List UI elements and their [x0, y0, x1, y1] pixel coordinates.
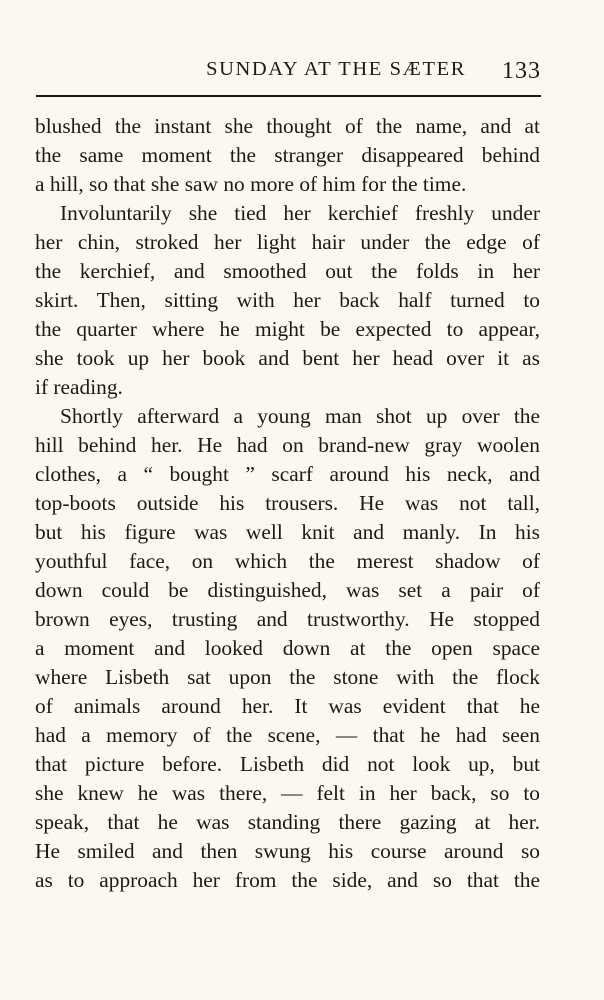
text-line: had a memory of the scene, — that he had seen [35, 723, 540, 747]
text-line: top-boots outside his trousers. He was not tall, [35, 491, 540, 515]
text-line: clothes, a “ bought ” scarf around his neck, and [35, 462, 540, 486]
text-line: the quarter where he might be expected to appear, [35, 317, 540, 341]
text-line: she knew he was there, — felt in her back, so to [35, 781, 540, 805]
text-line: that picture before. Lisbeth did not look up, but [35, 752, 540, 776]
text-line: hill behind her. He had on brand-new gray woolen [35, 433, 540, 457]
page-number: 133 [502, 58, 541, 84]
body-text [35, 112, 540, 895]
text-line: blushed the instant she thought of the name, and at [35, 114, 540, 138]
text-line: her chin, stroked her light hair under the edge of [35, 230, 540, 254]
text-line: a hill, so that she saw no more of him for the time. [35, 172, 467, 196]
text-line: if reading. [35, 375, 123, 399]
text-line: brown eyes, trusting and trustworthy. He stopped [35, 607, 540, 631]
text-line: skirt. Then, sitting with her back half turned to [35, 288, 540, 312]
running-head [36, 58, 541, 88]
text-line: as to approach her from the side, and so that the [35, 868, 540, 892]
text-line: He smiled and then swung his course around so [35, 839, 540, 863]
text-line: Shortly afterward a young man shot up over the [60, 404, 540, 428]
text-line: speak, that he was standing there gazing at her. [35, 810, 540, 834]
running-title: SUNDAY AT THE SÆTER [206, 58, 466, 80]
text-line: the kerchief, and smoothed out the folds in her [35, 259, 540, 283]
text-line: Involuntarily she tied her kerchief freshly under [60, 201, 540, 225]
text-line: youthful face, on which the merest shadow of [35, 549, 540, 573]
text-line: of animals around her. It was evident that he [35, 694, 540, 718]
text-line: a moment and looked down at the open space [35, 636, 540, 660]
text-line: the same moment the stranger disappeared behind [35, 143, 540, 167]
text-line: she took up her book and bent her head over it as [35, 346, 540, 370]
text-line: down could be distinguished, was set a pair of [35, 578, 540, 602]
text-line: but his figure was well knit and manly. In his [35, 520, 540, 544]
header-rule [36, 95, 541, 97]
text-line: where Lisbeth sat upon the stone with the flock [35, 665, 540, 689]
